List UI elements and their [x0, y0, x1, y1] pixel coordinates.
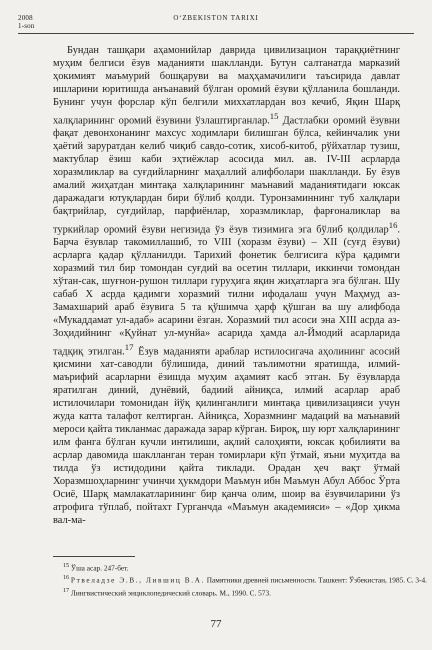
footnote-mark: 17 [63, 587, 70, 594]
footnote-15: $^{15}$ Ўша асар. 247-бет. [63, 563, 129, 573]
body-text-part-4: Ёзув маданияти араблар истилосигача аҳолининг асосий қисмини хат-саводли бўлишида, диний таълимотни яратишда, илмий-маърифий асарларни ёзишда муҳим аҳамият касб этган. Бу ёзувларда яратилган диний, дунёвий, бадиий айниқса, илмий асарлар араб истилочилари томонидан йўқ қилинганлиги минтақа цивилизацияси учун жуда катта талафот келтирган. Айниқса, Хоразмнинг мадаций ва маънавий мероси қайта тикланмас даражада зарар кўрган. Бироқ, шу юрт халқларининг илм фанга бўлган кучли интилиши, ақлий салоҳияти, юксак қобилияти ва асрлар давомида шаклланган теран томирлари кўп ўтмай, яъни муҳитда ва тилда ўз истидодини қайта тиклади. Орадан ҳеч вақт ўтмай Хоразмшоҳларнинг учинчи ҳукмдори Маъмун ибн Маъмун Абул Аббос Ўрта Осиё, Шарқ мамлакатларининг бир қанча олим, шоир ва ёзувчиларини ўз атрофига тўплаб, пойтахт Гурганчда «Маъмун академияси» – «Дор ҳикма вал-ма- [53, 346, 400, 526]
footnote-16: $^{16}$ Ртвеладзе Э.В., Лившиц В.А. Памятники древней письменности. Ташкент: Ўзбекистан, 1985. С. 3-4. [63, 575, 427, 585]
body-text-part-3: . Барча ёзувлар такомиллашиб, то VIII (хоразм ёзуви) – XII (суғд ёзуви) асрларга қадар қўлланилди. Тарихий фонетик белгисига кўра қадимги хоразмий тил бир томондан суғдий ва осетин тиллари, иккинчи томондан хўтан-сак, шуғнон-рушон тиллари гуруҳига яқин жиҳатларга эга бўлган. Шу сабаб X асрда қадимги хоразмий тилни ифодалаш учун Маҳмуд аз-Замахшарий араб ёзувига 5 та қўшимча ҳарф қўшган ва шу алифбода «Мукаддамат ул-адаб» асарини ёзган. Хоразмий тил асоси эна XIII асрда аз-Зоҳидийнинг «Қуйнат ул-мунйа» асарида ҳамда ал-Ймодий асарларида тадқиқ этилган. [53, 224, 400, 358]
header-issue: 1-son [18, 22, 35, 30]
footnote-ref-17[interactable]: 17 [124, 341, 134, 352]
footnote-authors: Ртвеладзе Э.В., Лившиц В.А. [70, 575, 205, 585]
body-text-part-1: Бундан ташқари аҳамонийлар даврида цивилизацион тараққиётнинг муҳим белгиси ёзув маданияти шаклланди. Бутун салтанатда марказий ҳокимият маъмурий бошқаруви ва маҳҳамачилиги таъсирида давлат ишларини юритишда анъанавий бўлган оромий ёзуви қўлланила бошланди. Бунинг учун форслар кўп белгили миххатлардан воз кечиб, Яқин Шарқ халқларининг оромий ёзувини ўзлаштирганлар. [53, 45, 400, 127]
footnote-mark: 16 [63, 575, 70, 582]
footnote-ref-16[interactable]: 16 [388, 219, 398, 230]
footnotes [53, 561, 427, 598]
body-paragraph [53, 45, 400, 528]
running-header: O‘ZBEKISTON TARIXI [173, 14, 259, 22]
footnote-17: $^{17}$ Лингвистический энциклопедический словарь. М., 1990. С. 573. [63, 587, 271, 598]
header-year: 2008 [18, 14, 33, 22]
body-text-part-2: Дастлабки оромий ёзувни фақат девонхонанинг махсус ходимлари билишган бўлса, кейинчалик уни ҳаётий заруратдан келиб чиқиб савдо-сотик, хисоб-китоб, рўйхатлар тузиш, мактублар ёзиш каби эҳтиёжлар асосида мил. ав. IV-III асрларда хоразмликлар ва суғдийларнинг маҳаллий алифболари шаклланди. Бу ёзув амалий жиҳатдан минтақа халқларининг маънавий маданиятидаги юксак даражадаги ютуқлардан бири бўлиб қолди. Туронзаминнинг туб халқлари бақтрийлар, суғдийлар, парфиёнлар, хоразмликлар, фарғоналиклар ва туркийлар оромий ёзуви негизида ўз ёзув тизимига эга бўлиб қолдилар [53, 115, 400, 236]
footnote-ref-15[interactable]: 15 [269, 110, 279, 121]
page-number: 77 [210, 618, 222, 630]
footnote-rule [53, 556, 135, 557]
header-rule [18, 33, 414, 34]
footnote-mark: 15 [63, 563, 70, 569]
